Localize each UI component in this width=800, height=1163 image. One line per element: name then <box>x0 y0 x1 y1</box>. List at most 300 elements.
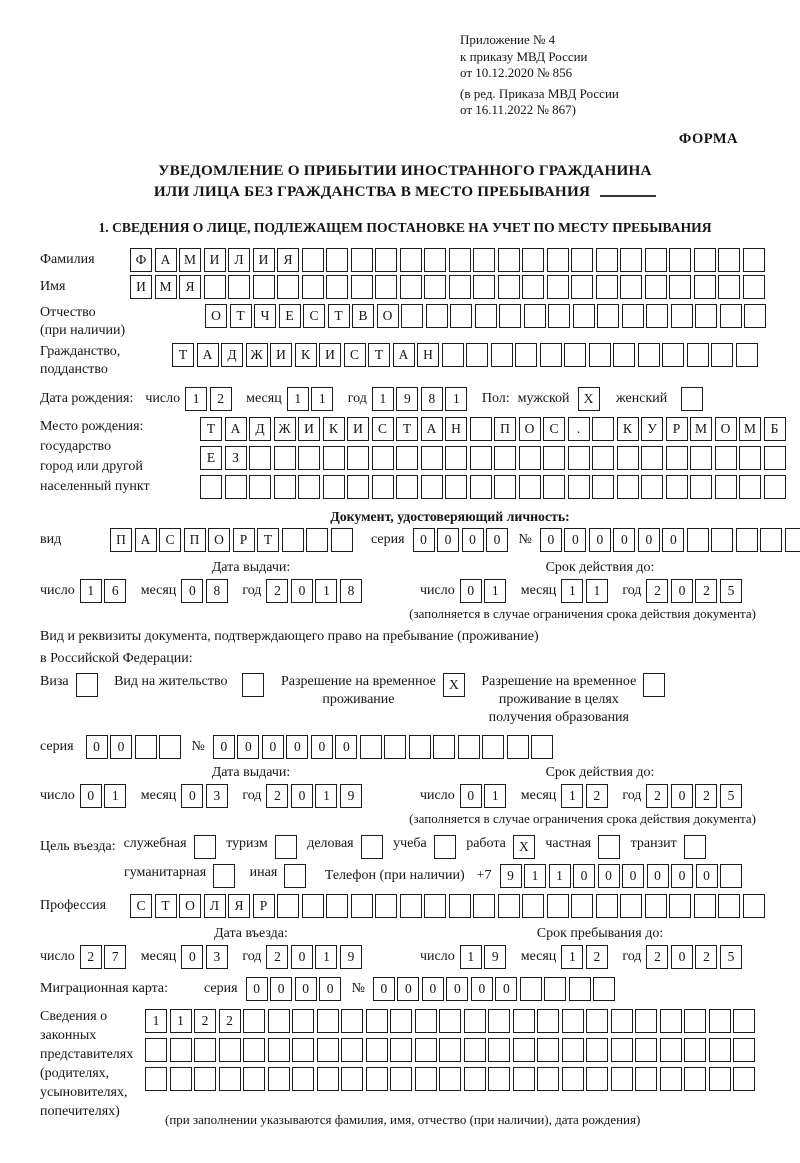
form-cell[interactable] <box>715 446 737 470</box>
form-cell[interactable]: 0 <box>671 864 693 888</box>
form-cell[interactable] <box>470 446 492 470</box>
form-cell[interactable] <box>733 1067 755 1091</box>
form-cell[interactable] <box>715 475 737 499</box>
form-cell[interactable]: Т <box>396 417 418 441</box>
form-cell[interactable] <box>660 1067 682 1091</box>
form-cell[interactable]: А <box>135 528 157 552</box>
form-cell[interactable] <box>537 1038 559 1062</box>
form-cell[interactable]: 8 <box>340 579 362 603</box>
form-cell[interactable]: 8 <box>206 579 228 603</box>
form-cell[interactable]: 2 <box>266 579 288 603</box>
form-cell[interactable] <box>390 1038 412 1062</box>
form-cell[interactable] <box>341 1038 363 1062</box>
form-cell[interactable]: 2 <box>80 945 102 969</box>
form-cell[interactable] <box>660 1009 682 1033</box>
form-cell[interactable]: 0 <box>80 784 102 808</box>
form-cell[interactable] <box>366 1009 388 1033</box>
form-cell[interactable] <box>597 304 619 328</box>
form-cell[interactable] <box>669 275 691 299</box>
form-cell[interactable] <box>611 1067 633 1091</box>
form-cell[interactable]: А <box>421 417 443 441</box>
form-cell[interactable] <box>323 475 345 499</box>
form-cell[interactable] <box>498 275 520 299</box>
form-cell[interactable]: 2 <box>586 784 608 808</box>
form-cell[interactable]: И <box>204 248 226 272</box>
form-cell[interactable] <box>589 343 611 367</box>
form-cell[interactable] <box>366 1067 388 1091</box>
form-cell[interactable]: 1 <box>185 387 207 411</box>
form-cell[interactable] <box>620 894 642 918</box>
form-cell[interactable] <box>347 475 369 499</box>
form-cell[interactable] <box>513 1038 535 1062</box>
form-cell[interactable]: О <box>208 528 230 552</box>
form-cell[interactable]: 9 <box>340 945 362 969</box>
form-cell[interactable] <box>593 977 615 1001</box>
form-cell[interactable] <box>743 894 765 918</box>
form-cell[interactable]: 0 <box>540 528 562 552</box>
form-cell[interactable]: 1 <box>445 387 467 411</box>
form-cell[interactable] <box>592 417 614 441</box>
form-cell[interactable] <box>739 446 761 470</box>
form-cell[interactable] <box>470 475 492 499</box>
form-cell[interactable]: 0 <box>422 977 444 1001</box>
form-cell[interactable] <box>400 894 422 918</box>
form-cell[interactable] <box>687 528 709 552</box>
form-cell[interactable]: 0 <box>319 977 341 1001</box>
form-cell[interactable] <box>646 304 668 328</box>
form-cell[interactable]: Ж <box>246 343 268 367</box>
form-cell[interactable]: 0 <box>696 864 718 888</box>
form-cell[interactable]: Р <box>253 894 275 918</box>
form-cell[interactable]: С <box>372 417 394 441</box>
form-cell[interactable] <box>785 528 800 552</box>
form-cell[interactable] <box>375 894 397 918</box>
form-cell[interactable] <box>573 304 595 328</box>
form-cell[interactable] <box>424 894 446 918</box>
form-cell[interactable]: 2 <box>646 945 668 969</box>
form-cell[interactable]: X <box>443 673 465 697</box>
form-cell[interactable] <box>292 1009 314 1033</box>
form-cell[interactable] <box>409 735 431 759</box>
form-cell[interactable] <box>170 1038 192 1062</box>
form-cell[interactable]: Т <box>172 343 194 367</box>
form-cell[interactable]: Ч <box>254 304 276 328</box>
form-cell[interactable]: М <box>690 417 712 441</box>
form-cell[interactable] <box>200 475 222 499</box>
form-cell[interactable] <box>669 894 691 918</box>
form-cell[interactable]: 2 <box>646 579 668 603</box>
form-cell[interactable]: 0 <box>270 977 292 1001</box>
form-cell[interactable] <box>396 475 418 499</box>
form-cell[interactable] <box>277 894 299 918</box>
form-cell[interactable]: Д <box>249 417 271 441</box>
form-cell[interactable] <box>415 1038 437 1062</box>
form-cell[interactable]: 0 <box>397 977 419 1001</box>
form-cell[interactable]: А <box>225 417 247 441</box>
form-cell[interactable] <box>519 475 541 499</box>
form-cell[interactable]: П <box>184 528 206 552</box>
form-cell[interactable] <box>464 1067 486 1091</box>
form-cell[interactable]: С <box>159 528 181 552</box>
form-cell[interactable]: . <box>568 417 590 441</box>
form-cell[interactable]: 0 <box>413 528 435 552</box>
form-cell[interactable] <box>228 275 250 299</box>
form-cell[interactable]: 1 <box>484 784 506 808</box>
form-cell[interactable] <box>694 894 716 918</box>
form-cell[interactable] <box>306 528 328 552</box>
form-cell[interactable] <box>204 275 226 299</box>
form-cell[interactable]: 0 <box>589 528 611 552</box>
form-cell[interactable] <box>458 735 480 759</box>
form-cell[interactable] <box>274 446 296 470</box>
form-cell[interactable]: 3 <box>206 784 228 808</box>
form-cell[interactable] <box>586 1067 608 1091</box>
form-cell[interactable]: 1 <box>80 579 102 603</box>
form-cell[interactable]: Т <box>155 894 177 918</box>
form-cell[interactable]: 0 <box>598 864 620 888</box>
form-cell[interactable] <box>684 835 706 859</box>
form-cell[interactable] <box>684 1038 706 1062</box>
form-cell[interactable] <box>326 275 348 299</box>
form-cell[interactable]: К <box>323 417 345 441</box>
form-cell[interactable] <box>540 343 562 367</box>
form-cell[interactable]: X <box>578 387 600 411</box>
form-cell[interactable]: С <box>543 417 565 441</box>
form-cell[interactable] <box>611 1038 633 1062</box>
form-cell[interactable] <box>671 304 693 328</box>
form-cell[interactable]: 0 <box>291 945 313 969</box>
form-cell[interactable]: 5 <box>720 945 742 969</box>
form-cell[interactable] <box>635 1038 657 1062</box>
form-cell[interactable]: 0 <box>262 735 284 759</box>
form-cell[interactable] <box>611 1009 633 1033</box>
form-cell[interactable] <box>592 475 614 499</box>
form-cell[interactable]: О <box>519 417 541 441</box>
form-cell[interactable]: Е <box>200 446 222 470</box>
form-cell[interactable] <box>243 1009 265 1033</box>
form-cell[interactable]: 2 <box>586 945 608 969</box>
form-cell[interactable] <box>275 835 297 859</box>
form-cell[interactable] <box>695 304 717 328</box>
form-cell[interactable]: Р <box>233 528 255 552</box>
form-cell[interactable] <box>424 275 446 299</box>
form-cell[interactable] <box>547 894 569 918</box>
form-cell[interactable]: 7 <box>104 945 126 969</box>
form-cell[interactable]: Н <box>417 343 439 367</box>
form-cell[interactable]: 2 <box>695 579 717 603</box>
form-cell[interactable] <box>170 1067 192 1091</box>
form-cell[interactable] <box>473 894 495 918</box>
form-cell[interactable] <box>568 446 590 470</box>
form-cell[interactable]: 0 <box>486 528 508 552</box>
form-cell[interactable] <box>513 1009 535 1033</box>
form-cell[interactable] <box>219 1067 241 1091</box>
form-cell[interactable]: 0 <box>295 977 317 1001</box>
form-cell[interactable] <box>641 475 663 499</box>
form-cell[interactable] <box>302 275 324 299</box>
form-cell[interactable] <box>569 977 591 1001</box>
form-cell[interactable] <box>298 475 320 499</box>
form-cell[interactable] <box>739 475 761 499</box>
form-cell[interactable]: С <box>344 343 366 367</box>
form-cell[interactable] <box>473 275 495 299</box>
form-cell[interactable] <box>596 275 618 299</box>
form-cell[interactable]: 5 <box>720 784 742 808</box>
form-cell[interactable] <box>709 1067 731 1091</box>
form-cell[interactable] <box>439 1038 461 1062</box>
form-cell[interactable]: 1 <box>372 387 394 411</box>
form-cell[interactable] <box>475 304 497 328</box>
form-cell[interactable] <box>375 275 397 299</box>
form-cell[interactable] <box>284 864 306 888</box>
form-cell[interactable]: 3 <box>206 945 228 969</box>
form-cell[interactable]: К <box>617 417 639 441</box>
form-cell[interactable] <box>733 1038 755 1062</box>
form-cell[interactable] <box>586 1009 608 1033</box>
form-cell[interactable] <box>598 835 620 859</box>
form-cell[interactable]: 0 <box>311 735 333 759</box>
form-cell[interactable] <box>326 894 348 918</box>
form-cell[interactable]: К <box>295 343 317 367</box>
form-cell[interactable]: 0 <box>86 735 108 759</box>
form-cell[interactable] <box>669 248 691 272</box>
form-cell[interactable] <box>466 343 488 367</box>
form-cell[interactable] <box>586 1038 608 1062</box>
form-cell[interactable] <box>351 248 373 272</box>
form-cell[interactable] <box>596 894 618 918</box>
form-cell[interactable]: У <box>641 417 663 441</box>
form-cell[interactable]: 0 <box>437 528 459 552</box>
form-cell[interactable] <box>547 248 569 272</box>
form-cell[interactable] <box>449 275 471 299</box>
form-cell[interactable]: 0 <box>181 945 203 969</box>
form-cell[interactable] <box>720 304 742 328</box>
form-cell[interactable]: О <box>179 894 201 918</box>
form-cell[interactable] <box>292 1067 314 1091</box>
form-cell[interactable]: Я <box>228 894 250 918</box>
form-cell[interactable] <box>225 475 247 499</box>
form-cell[interactable] <box>445 446 467 470</box>
form-cell[interactable] <box>421 446 443 470</box>
form-cell[interactable]: Л <box>204 894 226 918</box>
form-cell[interactable]: 0 <box>471 977 493 1001</box>
form-cell[interactable] <box>571 894 593 918</box>
form-cell[interactable] <box>449 248 471 272</box>
form-cell[interactable]: 2 <box>194 1009 216 1033</box>
form-cell[interactable] <box>400 248 422 272</box>
form-cell[interactable]: 1 <box>287 387 309 411</box>
form-cell[interactable]: 9 <box>484 945 506 969</box>
form-cell[interactable] <box>494 446 516 470</box>
form-cell[interactable]: М <box>739 417 761 441</box>
form-cell[interactable]: И <box>253 248 275 272</box>
form-cell[interactable]: 0 <box>613 528 635 552</box>
form-cell[interactable]: 0 <box>110 735 132 759</box>
form-cell[interactable] <box>736 528 758 552</box>
form-cell[interactable] <box>268 1009 290 1033</box>
form-cell[interactable] <box>520 977 542 1001</box>
form-cell[interactable] <box>473 248 495 272</box>
form-cell[interactable] <box>562 1009 584 1033</box>
form-cell[interactable]: Ф <box>130 248 152 272</box>
form-cell[interactable]: 2 <box>695 945 717 969</box>
form-cell[interactable] <box>617 446 639 470</box>
form-cell[interactable] <box>341 1009 363 1033</box>
form-cell[interactable] <box>464 1038 486 1062</box>
form-cell[interactable] <box>488 1067 510 1091</box>
form-cell[interactable] <box>617 475 639 499</box>
form-cell[interactable] <box>384 735 406 759</box>
form-cell[interactable]: 0 <box>335 735 357 759</box>
form-cell[interactable] <box>351 894 373 918</box>
form-cell[interactable]: П <box>110 528 132 552</box>
form-cell[interactable]: Р <box>666 417 688 441</box>
form-cell[interactable] <box>568 475 590 499</box>
form-cell[interactable] <box>718 275 740 299</box>
form-cell[interactable] <box>390 1067 412 1091</box>
form-cell[interactable] <box>613 343 635 367</box>
form-cell[interactable]: 1 <box>311 387 333 411</box>
form-cell[interactable] <box>744 304 766 328</box>
form-cell[interactable] <box>243 1038 265 1062</box>
form-cell[interactable]: Я <box>277 248 299 272</box>
form-cell[interactable]: 0 <box>181 784 203 808</box>
form-cell[interactable]: 0 <box>286 735 308 759</box>
form-cell[interactable]: 1 <box>145 1009 167 1033</box>
form-cell[interactable]: 2 <box>646 784 668 808</box>
form-cell[interactable] <box>620 275 642 299</box>
form-cell[interactable]: Т <box>328 304 350 328</box>
form-cell[interactable]: Е <box>279 304 301 328</box>
form-cell[interactable]: 0 <box>573 864 595 888</box>
form-cell[interactable] <box>638 343 660 367</box>
form-cell[interactable] <box>690 446 712 470</box>
form-cell[interactable] <box>498 248 520 272</box>
form-cell[interactable] <box>684 1009 706 1033</box>
form-cell[interactable] <box>317 1067 339 1091</box>
form-cell[interactable] <box>298 446 320 470</box>
form-cell[interactable] <box>522 248 544 272</box>
form-cell[interactable]: Т <box>200 417 222 441</box>
form-cell[interactable]: 5 <box>720 579 742 603</box>
form-cell[interactable]: 1 <box>104 784 126 808</box>
form-cell[interactable]: 2 <box>219 1009 241 1033</box>
form-cell[interactable] <box>537 1067 559 1091</box>
form-cell[interactable]: П <box>494 417 516 441</box>
form-cell[interactable] <box>366 1038 388 1062</box>
form-cell[interactable] <box>426 304 448 328</box>
form-cell[interactable] <box>709 1009 731 1033</box>
form-cell[interactable]: 1 <box>549 864 571 888</box>
form-cell[interactable] <box>347 446 369 470</box>
form-cell[interactable] <box>743 248 765 272</box>
form-cell[interactable]: 0 <box>564 528 586 552</box>
form-cell[interactable] <box>442 343 464 367</box>
form-cell[interactable]: Т <box>230 304 252 328</box>
form-cell[interactable]: 1 <box>586 579 608 603</box>
form-cell[interactable] <box>537 1009 559 1033</box>
form-cell[interactable] <box>282 528 304 552</box>
form-cell[interactable] <box>513 1067 535 1091</box>
form-cell[interactable] <box>424 248 446 272</box>
form-cell[interactable] <box>415 1067 437 1091</box>
form-cell[interactable] <box>421 475 443 499</box>
form-cell[interactable] <box>317 1009 339 1033</box>
form-cell[interactable]: В <box>352 304 374 328</box>
form-cell[interactable] <box>249 446 271 470</box>
form-cell[interactable]: С <box>303 304 325 328</box>
form-cell[interactable]: Т <box>368 343 390 367</box>
form-cell[interactable] <box>76 673 98 697</box>
form-cell[interactable] <box>219 1038 241 1062</box>
form-cell[interactable]: 0 <box>671 579 693 603</box>
form-cell[interactable] <box>194 835 216 859</box>
form-cell[interactable] <box>361 835 383 859</box>
form-cell[interactable] <box>449 894 471 918</box>
form-cell[interactable]: 2 <box>210 387 232 411</box>
form-cell[interactable] <box>268 1067 290 1091</box>
form-cell[interactable] <box>684 1067 706 1091</box>
form-cell[interactable]: 0 <box>291 784 313 808</box>
form-cell[interactable] <box>326 248 348 272</box>
form-cell[interactable] <box>571 248 593 272</box>
form-cell[interactable] <box>743 275 765 299</box>
form-cell[interactable] <box>645 894 667 918</box>
form-cell[interactable] <box>596 248 618 272</box>
form-cell[interactable] <box>491 343 513 367</box>
form-cell[interactable] <box>718 248 740 272</box>
form-cell[interactable] <box>482 735 504 759</box>
form-cell[interactable] <box>277 275 299 299</box>
form-cell[interactable] <box>690 475 712 499</box>
form-cell[interactable] <box>145 1038 167 1062</box>
form-cell[interactable] <box>709 1038 731 1062</box>
form-cell[interactable] <box>470 417 492 441</box>
form-cell[interactable]: 0 <box>213 735 235 759</box>
form-cell[interactable]: 0 <box>291 579 313 603</box>
form-cell[interactable] <box>687 343 709 367</box>
form-cell[interactable]: 0 <box>671 945 693 969</box>
form-cell[interactable] <box>524 304 546 328</box>
form-cell[interactable]: О <box>377 304 399 328</box>
form-cell[interactable] <box>135 735 157 759</box>
form-cell[interactable] <box>681 387 703 411</box>
form-cell[interactable] <box>720 864 742 888</box>
form-cell[interactable]: 0 <box>462 528 484 552</box>
form-cell[interactable] <box>249 475 271 499</box>
form-cell[interactable]: 1 <box>315 784 337 808</box>
form-cell[interactable]: С <box>130 894 152 918</box>
form-cell[interactable]: X <box>513 835 535 859</box>
form-cell[interactable] <box>564 343 586 367</box>
form-cell[interactable] <box>694 248 716 272</box>
form-cell[interactable] <box>711 343 733 367</box>
form-cell[interactable] <box>635 1009 657 1033</box>
form-cell[interactable] <box>331 528 353 552</box>
form-cell[interactable] <box>159 735 181 759</box>
form-cell[interactable] <box>317 1038 339 1062</box>
form-cell[interactable]: Д <box>221 343 243 367</box>
form-cell[interactable] <box>213 864 235 888</box>
form-cell[interactable]: 0 <box>246 977 268 1001</box>
form-cell[interactable]: М <box>179 248 201 272</box>
form-cell[interactable]: 9 <box>340 784 362 808</box>
form-cell[interactable]: Л <box>228 248 250 272</box>
form-cell[interactable]: 9 <box>500 864 522 888</box>
form-cell[interactable] <box>522 275 544 299</box>
form-cell[interactable]: 9 <box>396 387 418 411</box>
form-cell[interactable]: 0 <box>662 528 684 552</box>
